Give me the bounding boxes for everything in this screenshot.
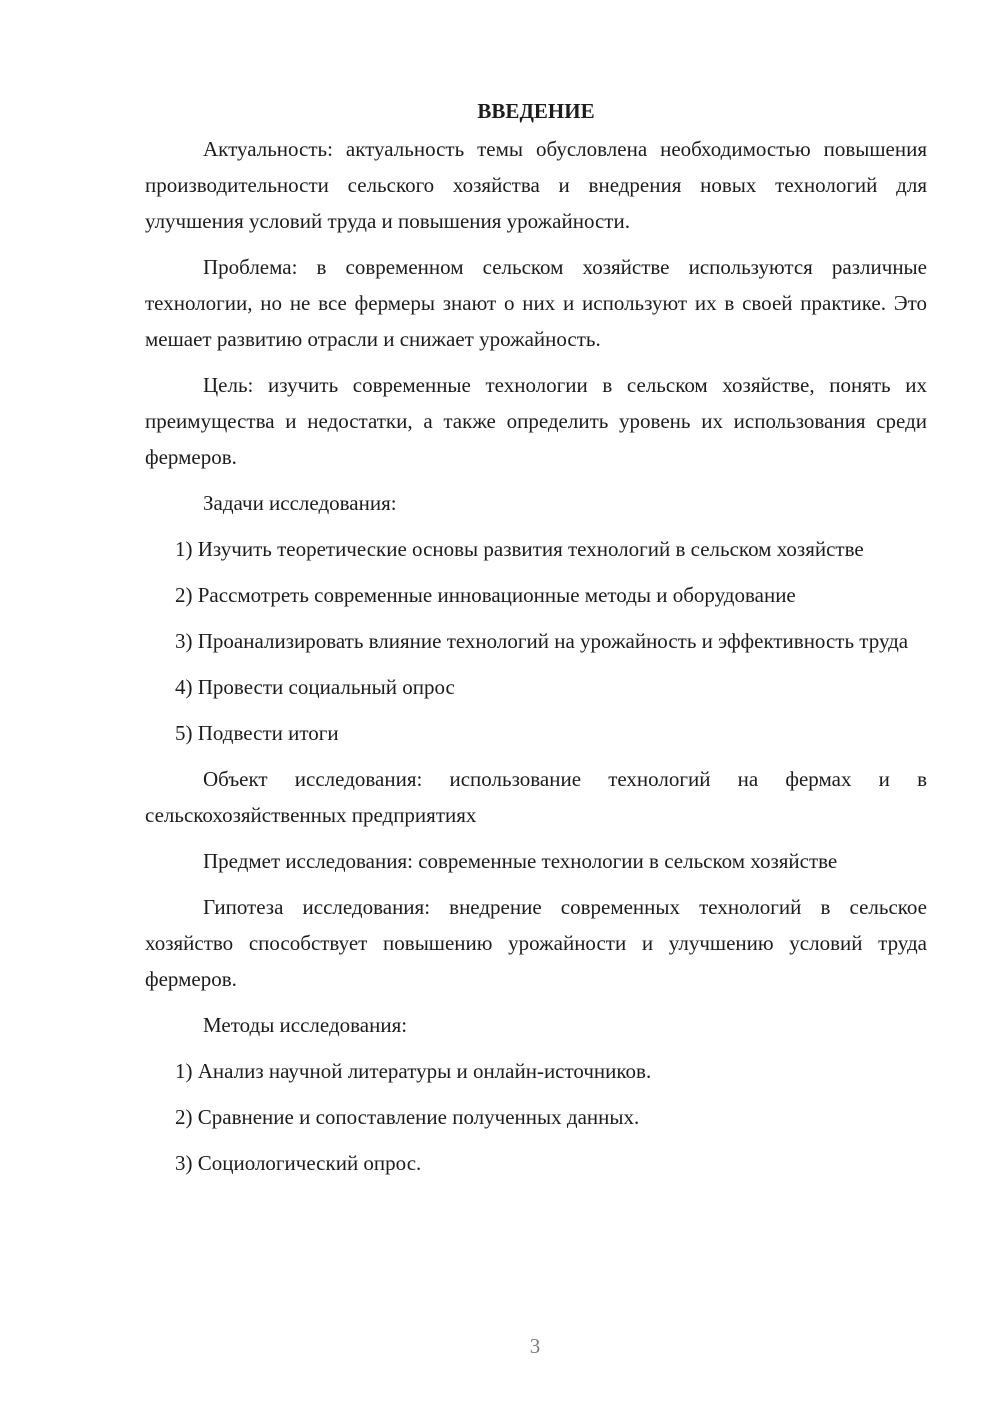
paragraph-methods-heading: Методы исследования:: [203, 1013, 408, 1037]
method-item: 3) Социологический опрос.: [175, 1151, 422, 1175]
task-item: 2) Рассмотреть современные инновационные методы и оборудование: [175, 583, 796, 607]
paragraph-goal: Цель: изучить современные технологии в сельском хозяйстве, понять их преимущества и недостатки, а также определить уровень их использования среди фермеров.: [145, 373, 927, 469]
task-item: 3) Проанализировать влияние технологий на урожайность и эффективность труда: [175, 629, 909, 653]
task-item: 4) Провести социальный опрос: [175, 675, 455, 699]
task-item: 1) Изучить теоретические основы развития технологий в сельском хозяйстве: [175, 537, 864, 561]
method-item: 1) Анализ научной литературы и онлайн-источников.: [175, 1059, 652, 1083]
paragraph-relevance: Актуальность: актуальность темы обусловлена необходимостью повышения производительности сельского хозяйства и внедрения новых технологий для улучшения условий труда и повышения урожайности.: [145, 137, 927, 233]
task-item: 5) Подвести итоги: [175, 721, 339, 745]
paragraph-object: Объект исследования: использование технологий на фермах и в сельскохозяйственных предприятиях: [145, 767, 927, 827]
method-item: 2) Сравнение и сопоставление полученных данных.: [175, 1105, 640, 1129]
page-content: [145, 93, 927, 1191]
paragraph-hypothesis: Гипотеза исследования: внедрение современных технологий в сельское хозяйство способствует повышению урожайности и улучшению условий труда фермеров.: [145, 895, 927, 991]
section-title: ВВЕДЕНИЕ: [477, 99, 595, 123]
paragraph-problem: Проблема: в современном сельском хозяйстве используются различные технологии, но не все фермеры знают о них и используют их в своей практике. Это мешает развитию отрасли и снижает урожайность.: [145, 255, 927, 351]
page-number: 3: [529, 1334, 541, 1358]
paragraph-subject: Предмет исследования: современные технологии в сельском хозяйстве: [203, 849, 838, 873]
paragraph-tasks-heading: Задачи исследования:: [203, 491, 397, 515]
